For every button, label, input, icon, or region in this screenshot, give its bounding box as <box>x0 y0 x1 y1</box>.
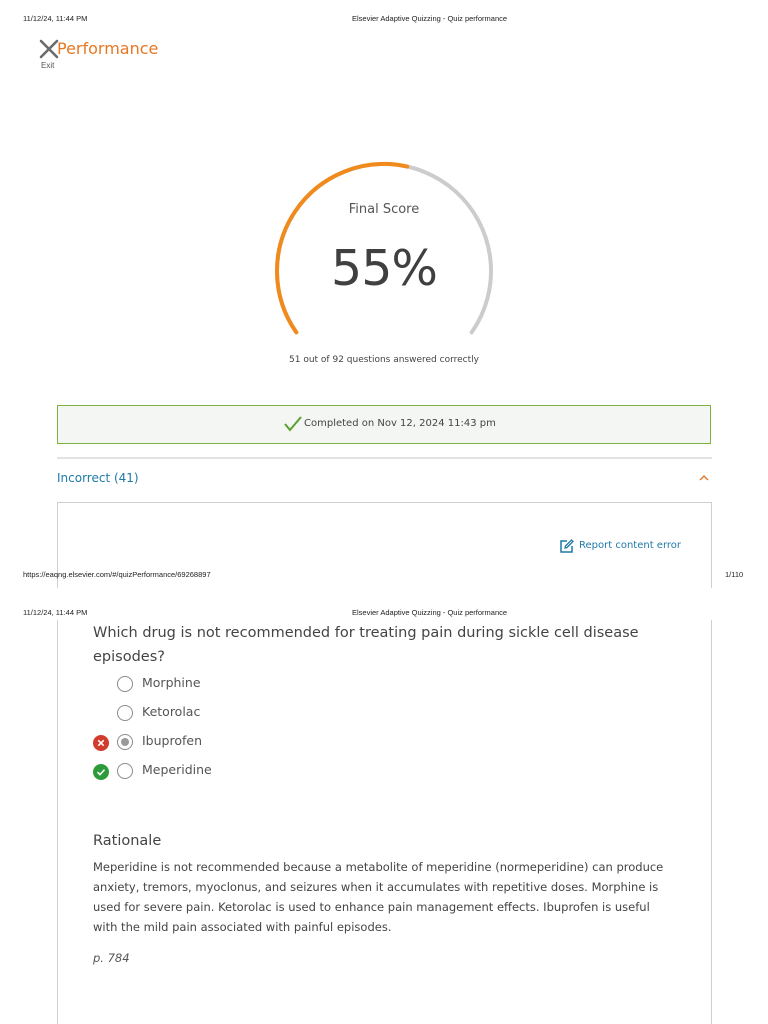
answer-radio[interactable] <box>117 676 133 692</box>
exit-label: Exit <box>41 61 55 70</box>
answer-option[interactable] <box>93 675 393 695</box>
page-reference: p. 784 <box>93 951 130 965</box>
checkmark-icon <box>284 415 302 433</box>
page-title: Performance <box>57 39 159 58</box>
print-datetime-page2: 11/12/24, 11:44 PM <box>23 608 88 617</box>
print-url: https://eaqng.elsevier.com/#/quizPerformance/69268897 <box>23 570 211 579</box>
incorrect-icon <box>93 735 109 751</box>
print-doc-title-page2: Elsevier Adaptive Quizzing - Quiz performance <box>352 608 508 617</box>
edit-icon <box>559 539 574 554</box>
report-content-error-label: Report content error <box>579 540 682 551</box>
question-text: Which drug is not recommended for treating pain during sickle cell disease episodes? <box>93 625 639 665</box>
rationale-text: Meperidine is not recommended because a metabolite of meperidine (normeperidine) can produce anxiety, tremors, myoclonus, and seizures when it accumulates with repetitive doses. Morphine is used for severe pain. Ketorolac is used to enhance pain management effects. Ibuprofen is useful with the mild pain associated with painful episodes. <box>93 860 664 934</box>
completed-text: Completed on Nov 12, 2024 11:43 pm <box>304 418 496 429</box>
chevron-up-icon <box>698 473 710 483</box>
answer-option[interactable] <box>93 704 393 724</box>
print-page-number: 1/110 <box>725 570 744 579</box>
answer-label: Meperidine <box>142 762 212 777</box>
print-datetime: 11/12/24, 11:44 PM <box>23 14 88 23</box>
score-value: 55% <box>331 240 437 297</box>
answer-radio-selected[interactable] <box>117 734 133 750</box>
answer-label: Morphine <box>142 675 201 690</box>
correct-icon <box>93 764 109 780</box>
print-doc-title: Elsevier Adaptive Quizzing - Quiz performance <box>352 14 508 23</box>
answer-option[interactable] <box>93 762 393 782</box>
rationale-heading: Rationale <box>93 833 162 849</box>
final-score-label: Final Score <box>348 202 420 217</box>
questions-summary: 51 out of 92 questions answered correctly <box>289 355 479 365</box>
section-divider <box>57 457 712 459</box>
answer-label: Ketorolac <box>142 704 201 719</box>
incorrect-section-toggle[interactable] <box>57 470 712 488</box>
answer-radio[interactable] <box>117 705 133 721</box>
incorrect-section-label: Incorrect (41) <box>57 471 139 485</box>
completed-banner <box>57 405 711 444</box>
answer-option[interactable] <box>93 733 393 753</box>
answer-radio[interactable] <box>117 763 133 779</box>
answer-label: Ibuprofen <box>142 733 203 748</box>
